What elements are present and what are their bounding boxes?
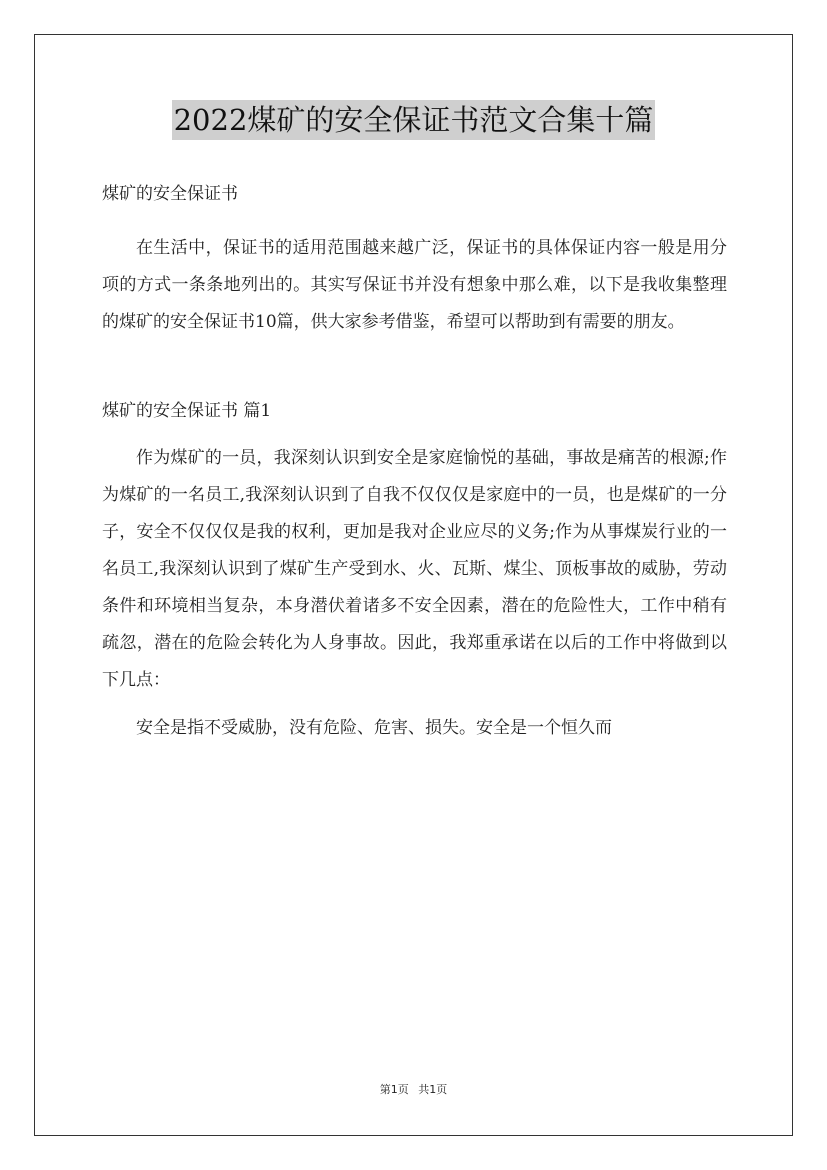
document-body	[102, 176, 727, 747]
document-title: 2022煤矿的安全保证书范文合集十篇	[172, 100, 656, 140]
page-total: 共1页	[418, 1083, 448, 1096]
page-footer	[0, 1081, 827, 1097]
title-container	[0, 100, 827, 140]
section-heading-main: 煤矿的安全保证书	[102, 184, 238, 204]
page-number: 第1页	[379, 1083, 409, 1096]
body-paragraph-1: 作为煤矿的一员，我深刻认识到安全是家庭愉悦的基础，事故是痛苦的根源;作为煤矿的一名员工,我深刻认识到了自我不仅仅仅是家庭中的一员，也是煤矿的一分子，安全不仅仅仅是我的权利，更加是我对企业应尽的义务;作为从事煤炭行业的一名员工,我深刻认识到了煤矿生产受到水、火、瓦斯、煤尘、顶板事故的威胁，劳动条件和环境相当复杂，本身潜伏着诸多不安全因素，潜在的危险性大，工作中稍有疏忽，潜在的危险会转化为人身事故。因此，我郑重承诺在以后的工作中将做到以下几点：	[102, 448, 727, 690]
intro-paragraph: 在生活中，保证书的适用范围越来越广泛，保证书的具体保证内容一般是用分项的方式一条条地列出的。其实写保证书并没有想象中那么难，以下是我收集整理的煤矿的安全保证书10篇，供大家参考借鉴，希望可以帮助到有需要的朋友。	[102, 238, 727, 332]
body-paragraph-2: 安全是指不受威胁，没有危险、危害、损失。安全是一个恒久而	[136, 718, 612, 738]
section-heading-part1: 煤矿的安全保证书 篇1	[102, 401, 272, 421]
